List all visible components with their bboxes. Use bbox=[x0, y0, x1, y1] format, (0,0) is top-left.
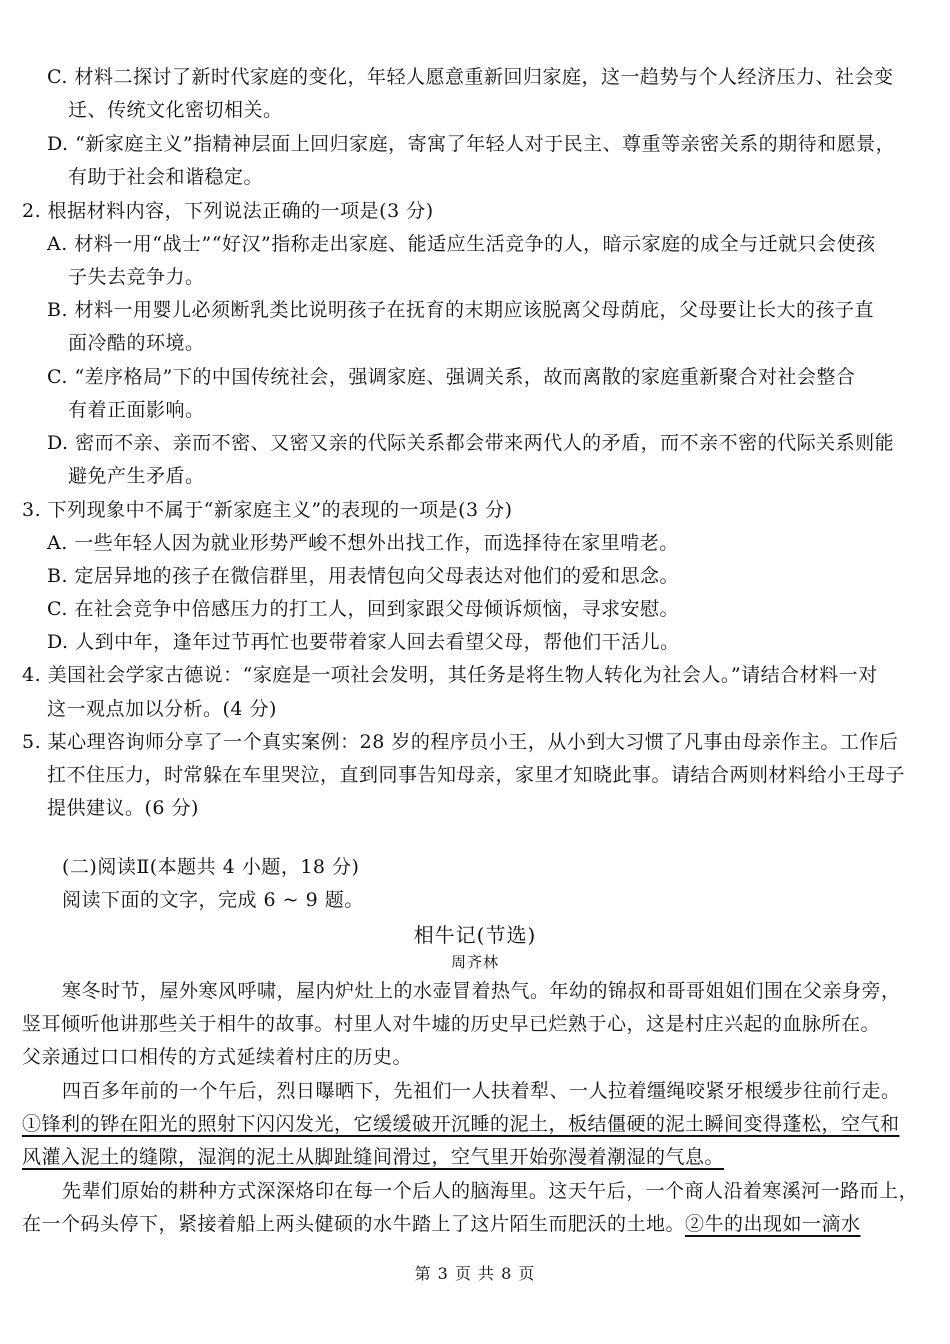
article-p2-line1: 四百多年前的一个午后，烈日曝晒下，先祖们一人扶着犁、一人拉着缰绳咬紧牙根缓步往前行走。 bbox=[62, 1080, 901, 1102]
q1-option-c-line2: 迁、传统文化密切相关。 bbox=[68, 99, 283, 121]
q3-option-a: A. 一些年轻人因为就业形势严峻不想外出找工作，而选择待在家里啃老。 bbox=[47, 532, 679, 554]
q3-option-d: D. 人到中年，逢年过节再忙也要带着家人回去看望父母，帮他们干活儿。 bbox=[47, 631, 680, 653]
q2-option-c-line1: C. “差序格局”下的中国传统社会，强调家庭、强调关系，故而离散的家庭重新聚合对社会整合 bbox=[47, 366, 856, 388]
article-p1-line2: 竖耳倾听他讲那些关于相牛的故事。村里人对牛墟的历史早已烂熟于心，这是村庄兴起的血脉所在。 bbox=[22, 1013, 881, 1035]
q2-option-a-line1: A. 材料一用“战士”“好汉”指称走出家庭、能适应生活竞争的人，暗示家庭的成全与迁就只会使孩 bbox=[47, 233, 876, 255]
q1-option-d-line1: D. “新家庭主义”指精神层面上回归家庭，寄寓了年轻人对于民主、尊重等亲密关系的期待和愿景， bbox=[47, 133, 896, 155]
section-instruction: 阅读下面的文字，完成 6 ~ 9 题。 bbox=[62, 889, 364, 911]
q3-stem: 3. 下列现象中不属于“新家庭主义”的表现的一项是(3 分) bbox=[22, 499, 513, 521]
article-p2-line2-underlined: ①锋利的铧在阳光的照射下闪闪发光，它缓缓破开沉睡的泥土，板结僵硬的泥土瞬间变得蓬松，空气和 bbox=[22, 1113, 900, 1135]
article-p3-line1: 先辈们原始的耕种方式深深烙印在每一个后人的脑海里。这天午后，一个商人沿着寒溪河一路而上， bbox=[62, 1180, 919, 1202]
q2-option-b-line1: B. 材料一用婴儿必须断乳类比说明孩子在抚育的末期应该脱离父母荫庇，父母要让长大的孩子直 bbox=[47, 299, 875, 321]
q5-line1: 5. 某心理咨询师分享了一个真实案例：28 岁的程序员小王，从小到大习惯了凡事由母亲作主。工作后 bbox=[22, 731, 899, 753]
q5-line2: 扛不住压力，时常躲在车里哭泣，直到同事告知母亲，家里才知晓此事。请结合两则材料给小王母子 bbox=[47, 764, 906, 786]
q3-option-c: C. 在社会竞争中倍感压力的打工人，回到家跟父母倾诉烦恼，寻求安慰。 bbox=[47, 598, 679, 620]
article-title: 相牛记(节选) bbox=[413, 923, 537, 947]
q1-option-d-line2: 有助于社会和谐稳定。 bbox=[68, 166, 264, 188]
q1-option-c-line1: C. 材料二探讨了新时代家庭的变化，年轻人愿意重新回归家庭，这一趋势与个人经济压力、社会变 bbox=[47, 66, 894, 88]
page-number-footer: 第 3 页 共 8 页 bbox=[414, 1264, 536, 1283]
article-p3-line2-text: 在一个码头停下，紧接着船上两头健硕的水牛踏上了这片陌生而肥沃的土地。 bbox=[22, 1213, 686, 1235]
q2-option-d-line2: 避免产生矛盾。 bbox=[68, 465, 205, 487]
q2-option-b-line2: 面冷酷的环境。 bbox=[68, 332, 205, 354]
q2-option-d-line1: D. 密而不亲、亲而不密、又密又亲的代际关系都会带来两代人的矛盾，而不亲不密的代际关系则能 bbox=[47, 432, 895, 454]
q4-line2: 这一观点加以分析。(4 分) bbox=[47, 698, 277, 720]
q4-line1: 4. 美国社会学家古德说：“家庭是一项社会发明，其任务是将生物人转化为社会人。”请结合材料一对 bbox=[22, 664, 878, 686]
article-p2-line3-underlined: 风灌入泥土的缝隙，湿润的泥土从脚趾缝间滑过，空气里开始弥漫着潮湿的气息。 bbox=[22, 1146, 725, 1168]
q2-option-c-line2: 有着正面影响。 bbox=[68, 399, 205, 421]
article-p3-line2 bbox=[22, 1211, 861, 1237]
section-heading: (二)阅读Ⅱ(本题共 4 小题，18 分) bbox=[62, 856, 360, 878]
article-p1-line1: 寒冬时节，屋外寒风呼啸，屋内炉灶上的水壶冒着热气。年幼的锦叔和哥哥姐姐们围在父亲身旁， bbox=[62, 980, 901, 1002]
article-p3-line2-underlined: ②牛的出现如一滴水 bbox=[685, 1213, 861, 1235]
article-p1-line3: 父亲通过口口相传的方式延续着村庄的历史。 bbox=[22, 1046, 413, 1068]
q5-line3: 提供建议。(6 分) bbox=[47, 797, 199, 819]
article-author: 周齐林 bbox=[450, 953, 499, 971]
q2-stem: 2. 根据材料内容，下列说法正确的一项是(3 分) bbox=[22, 200, 434, 222]
q2-option-a-line2: 子失去竞争力。 bbox=[68, 266, 205, 288]
q3-option-b: B. 定居异地的孩子在微信群里，用表情包向父母表达对他们的爱和思念。 bbox=[47, 565, 680, 587]
